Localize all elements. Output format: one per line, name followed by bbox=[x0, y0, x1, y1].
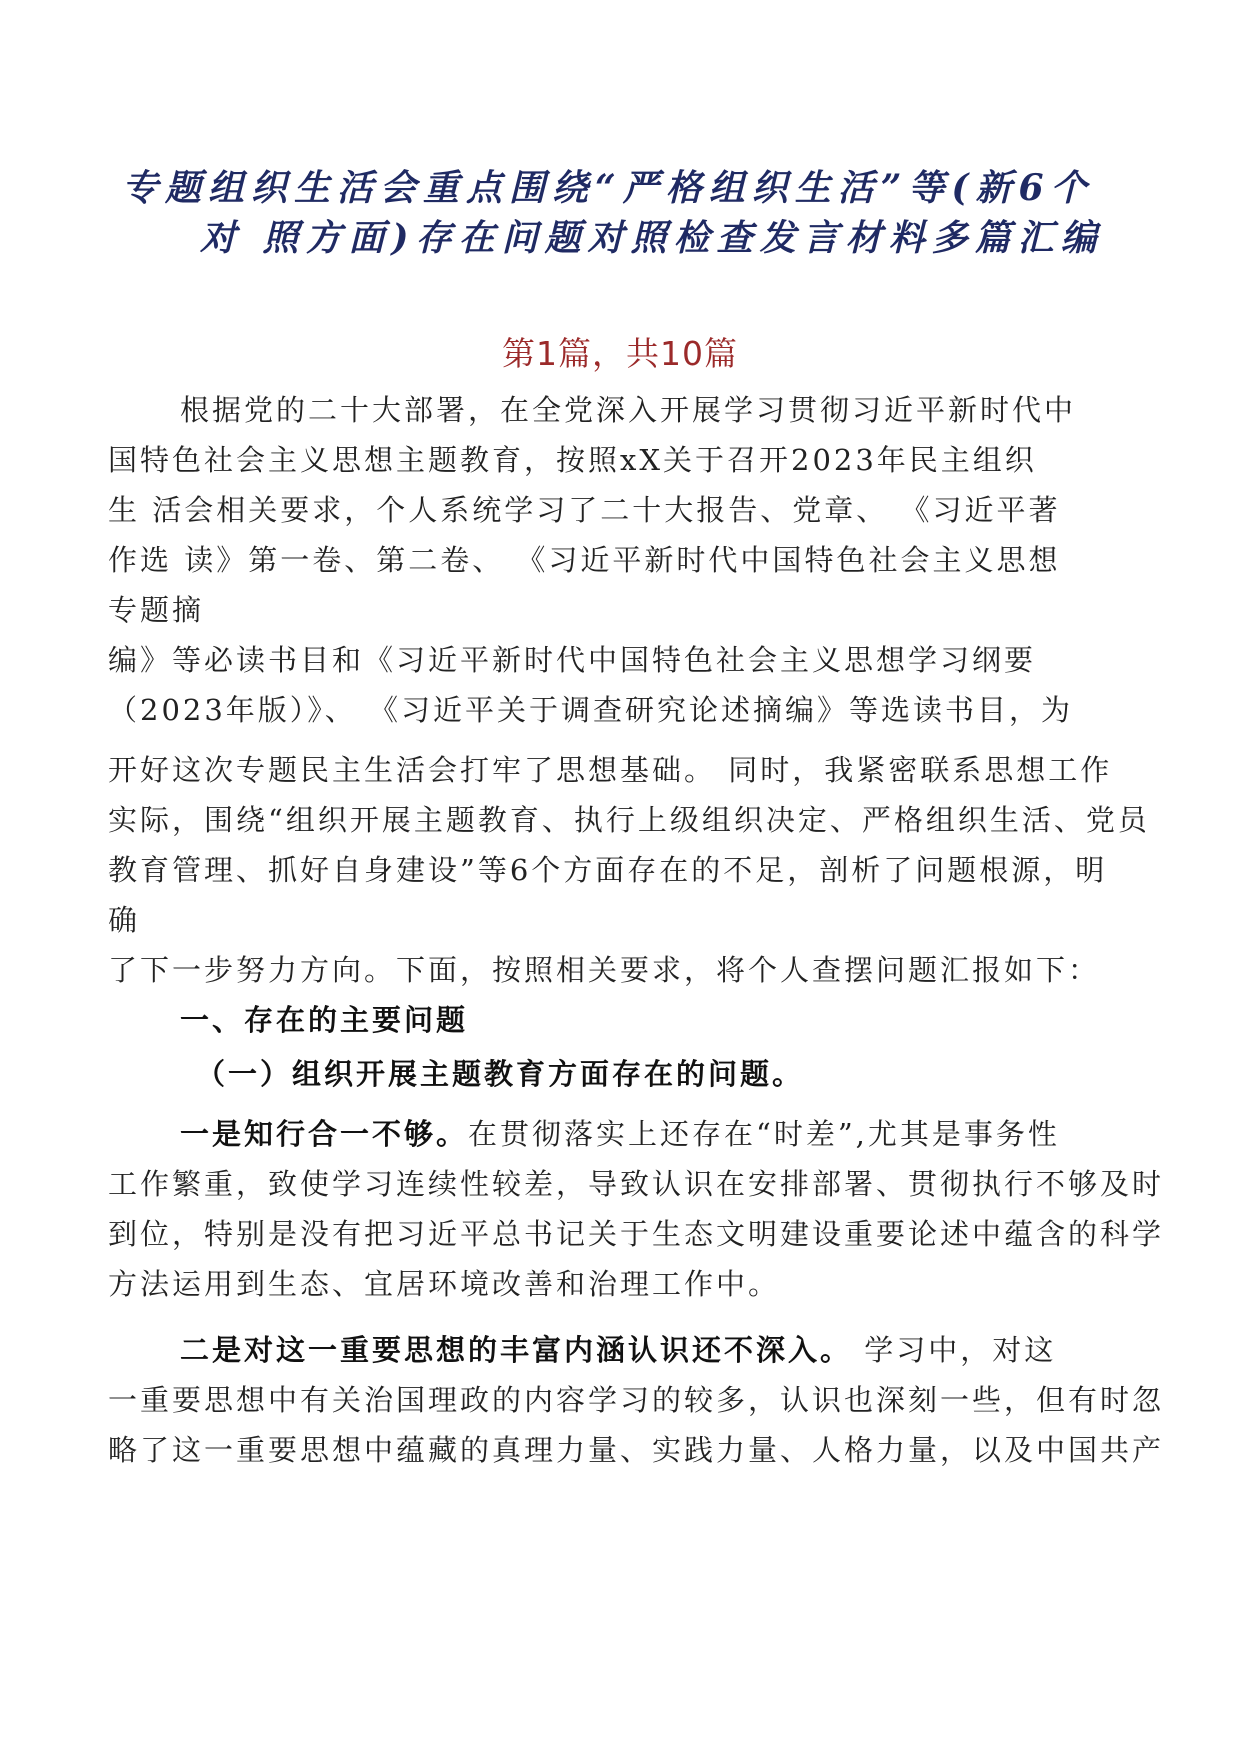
paragraph-line: 教育管理、抓好自身建设”等6个方面存在的不足，剖析了问题根源，明 bbox=[108, 853, 1108, 887]
paragraph-line: 实际，围绕“组织开展主题教育、执行上级组织决定、严格组织生活、党员 bbox=[108, 803, 1150, 837]
paragraph-line: （2023年版）》、 《习近平关于调查研究论述摘编》等选读书目，为 bbox=[108, 693, 1074, 727]
paragraph-line: 工作繁重，致使学习连续性较差，导致认识在安排部署、贯彻执行不够及时 bbox=[108, 1167, 1165, 1201]
section-heading: 一、存在的主要问题 bbox=[180, 1003, 469, 1037]
document-title-line-2: 对 照方面)存在问题对照检查发言材料多篇汇编 bbox=[200, 217, 1104, 259]
document-subtitle: 第1篇，共10篇 bbox=[502, 334, 738, 373]
paragraph-line: 专题摘 bbox=[108, 593, 205, 627]
paragraph-line: 一重要思想中有关治国理政的内容学习的较多，认识也深刻一些，但有时忽 bbox=[108, 1383, 1165, 1417]
paragraph-line: 生 活会相关要求，个人系统学习了二十大报告、党章、 《习近平著 bbox=[108, 493, 1061, 527]
paragraph-line: 到位，特别是没有把习近平总书记关于生态文明建设重要论述中蕴含的科学 bbox=[108, 1217, 1165, 1251]
paragraph-text: 学习中，对这 bbox=[852, 1333, 1057, 1367]
subsection-heading: （一）组织开展主题教育方面存在的问题。 bbox=[196, 1057, 805, 1091]
paragraph-line bbox=[180, 1112, 1210, 1153]
paragraph-line: 作选 读》第一卷、第二卷、 《习近平新时代中国特色社会主义思想 bbox=[108, 543, 1061, 577]
paragraph-line: 国特色社会主义思想主题教育，按照xX关于召开2023年民主组织 bbox=[108, 443, 1037, 477]
paragraph-text: 在贯彻落实上还存在“时差”,尤其是事务性 bbox=[468, 1117, 1060, 1151]
paragraph-lead: 二是对这一重要思想的丰富内涵认识还不深入。 bbox=[180, 1333, 853, 1367]
paragraph-line bbox=[180, 1328, 1210, 1369]
paragraph-line: 开好这次专题民主生活会打牢了思想基础。 同时，我紧密联系思想工作 bbox=[108, 753, 1113, 787]
paragraph-line: 编》等必读书目和《习近平新时代中国特色社会主义思想学习纲要 bbox=[108, 643, 1037, 677]
paragraph-line: 根据党的二十大部署，在全党深入开展学习贯彻习近平新时代中 bbox=[180, 393, 1077, 427]
paragraph-line: 了下一步努力方向。下面，按照相关要求，将个人查摆问题汇报如下： bbox=[108, 953, 1101, 987]
document-title-line-1: 专题组织生活会重点围绕“严格组织生活”等(新6个 bbox=[122, 167, 1094, 209]
paragraph-lead: 一是知行合一不够。 bbox=[180, 1117, 469, 1151]
paragraph-line: 略了这一重要思想中蕴藏的真理力量、实践力量、人格力量，以及中国共产 bbox=[108, 1433, 1165, 1467]
paragraph-line: 确 bbox=[108, 903, 141, 937]
paragraph-line: 方法运用到生态、宜居环境改善和治理工作中。 bbox=[108, 1267, 781, 1301]
